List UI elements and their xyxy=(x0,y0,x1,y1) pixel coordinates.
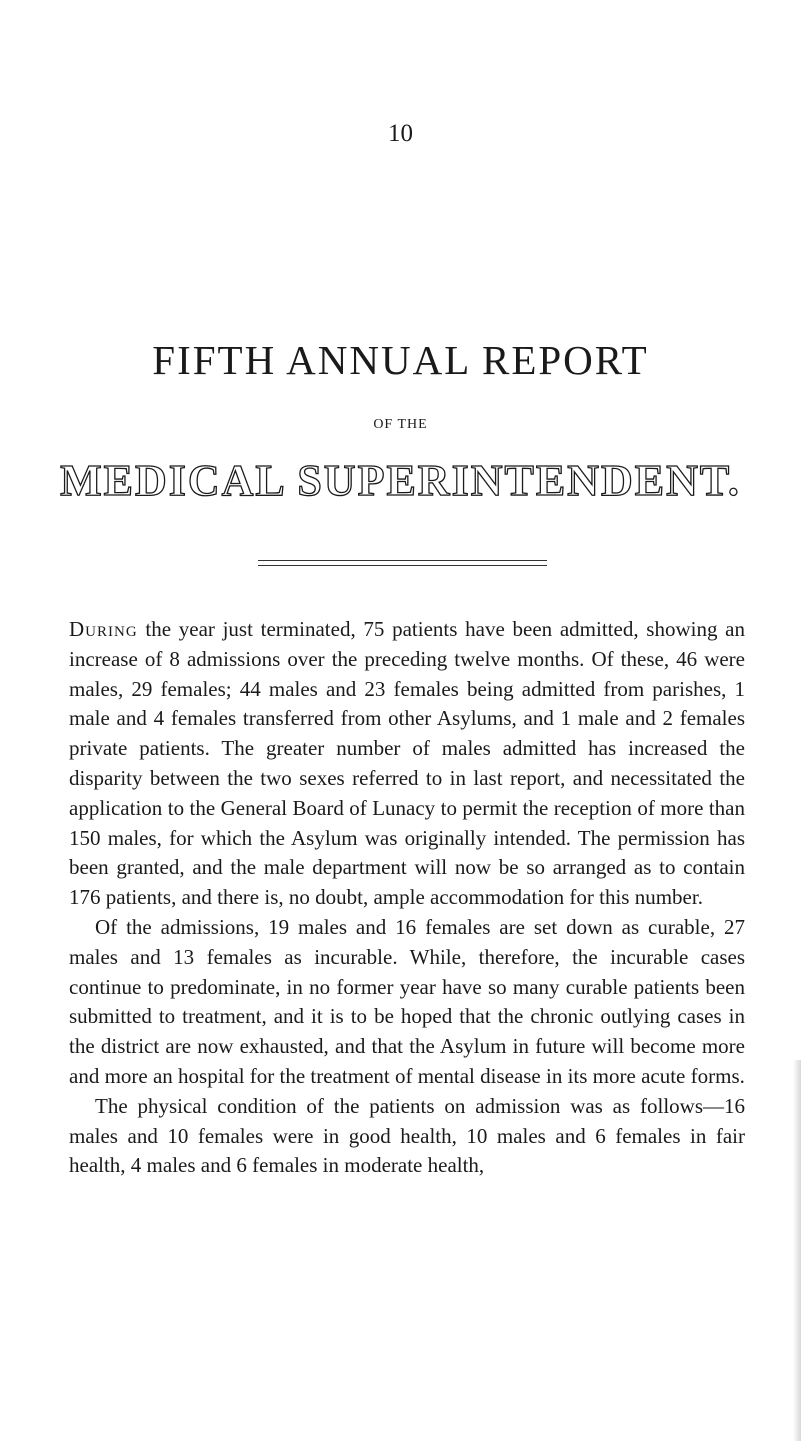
opening-word: During xyxy=(69,617,138,641)
report-body xyxy=(69,615,745,1181)
report-title: FIFTH ANNUAL REPORT xyxy=(152,337,649,383)
paragraph-1 xyxy=(69,615,745,913)
page-edge-shadow xyxy=(793,1060,801,1441)
page-number: 10 xyxy=(388,120,413,147)
title-divider-top xyxy=(258,560,547,561)
title-connector: OF THE xyxy=(373,417,428,432)
paragraph-2: Of the admissions, 19 males and 16 females are set down as curable, 27 males and 13 females as incurable. While, therefore, the incurable cases continue to predominate, in no former year have so many curable patients been submitted to treatment, and it is to be hoped that the chronic outlying cases in the district are now exhausted, and that the Asylum in future will become more and more an hospital for the treatment of mental disease in its more acute forms. xyxy=(69,914,745,1088)
decorative-subtitle: MEDICAL SUPERINTENDENT. xyxy=(60,456,741,505)
title-divider-bottom xyxy=(258,565,547,566)
paragraph-3: The physical condition of the patients on admission was as follows—16 males and 10 females were in good health, 10 males and 6 females in fair health, 4 males and 6 females in moderate health, xyxy=(69,1093,745,1178)
paragraph-1-text: the year just terminated, 75 patients have been admitted, showing an increase of 8 admissions over the preceding twelve months. Of these, 46 were males, 29 females; 44 males and 23 females being admitted from parishes, 1 male and 4 females transferred from other Asylums, and 1 male and 2 females private patients. The greater number of males admitted has increased the disparity between the two sexes referred to in last report, and necessitated the application to the General Board of Lunacy to permit the reception of more than 150 males, for which the Asylum was originally intended. The permission has been granted, and the male department will now be so arranged as to contain 176 patients, and there is, no doubt, ample accommodation for this number. xyxy=(69,617,745,910)
